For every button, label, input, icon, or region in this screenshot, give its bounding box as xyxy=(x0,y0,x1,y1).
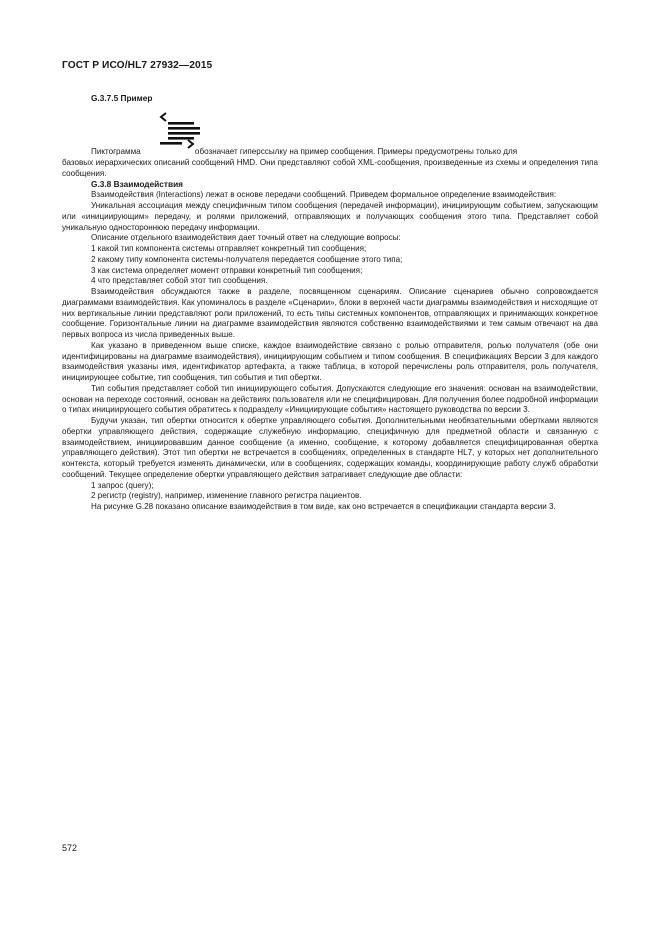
list-item: 4 что представляет собой этот тип сообщения. xyxy=(91,276,268,286)
list-item: 1 какой тип компонента системы отправляет конкретный тип сообщения; xyxy=(91,244,367,253)
pictogram-description: базовых иерархических описаний сообщений HMD. Они представляют собой XML-сообщения, произведенные из схемы и определения типа сообщения. xyxy=(62,157,598,178)
section-title-g375: G.3.7.5 Пример xyxy=(91,93,153,103)
hyperlink-example-icon[interactable] xyxy=(158,112,204,150)
paragraph: На рисунке G.28 показано описание взаимодействия в том виде, как оно встречается в спецификации стандарта версии 3. xyxy=(91,502,556,511)
list-item: 1 запрос (query); xyxy=(91,480,154,490)
paragraph: Тип события представляет собой тип инициирующего события. Допускаются следующие его значения: основан на взаимодействии, основан на переходе состояний, основан на действиях пользователя или не специфицирован. Для получения более подробной информации о типах инициирующего события обратитесь к подразделу «Инициирующие события» настоящего руководства по версии 3. xyxy=(62,383,598,415)
page-number: 572 xyxy=(62,843,78,853)
paragraph: Взаимодействия (Interactions) лежат в основе передачи сообщений. Приведем формальное определение взаимодействия: xyxy=(91,190,557,200)
document-header: ГОСТ Р ИСО/HL7 27932—2015 xyxy=(62,60,213,71)
pictogram-row xyxy=(62,112,598,150)
paragraph: Описание отдельного взаимодействия дает точный ответ на следующие вопросы: xyxy=(91,233,401,243)
pictogram-description-start: обозначает гиперссылку на пример сообщения. Примеры предусмотрены только для xyxy=(192,147,518,156)
paragraph: Будучи указан, тип обертки относится к обертке управляющего события. Дополнительными необязательными обертками являются обертки управляющего действия, содержащие служебную информацию, специфичную для предметной области и связанную с взаимодействием, инициировавшим данное сообщение (а именно, сообщение, к которому добавляется специфицированная обертка управляющего действия). Этот тип обертки не встречается в сообщениях, определенных в стандарте HL7, у которых нет дополнительного контекста, который требуется изменять динамически, или в сообщениях, содержащих команды, координирующие работу служб обработки сообщений. Текущее определение обертки управляющего действия затрагивает следующие две области: xyxy=(62,416,598,479)
paragraph: Взаимодействия обсуждаются также в разделе, посвященном сценариям. Описание сценариев обычно сопровождается диаграммами взаимодействия. Как упоминалось в разделе «Сценарии», блоки в верхней части диаграммы взаимодействия и нисходящие от них вертикальные линии представляют роли приложений, то есть типы системных компонентов, отправляющих и принимающих конкретное сообщение. Горизонтальные линии на диаграмме взаимодействия являются собственно взаимодействиями и тем самым отвечают на два первых вопроса из числа приведенных выше. xyxy=(62,287,598,339)
section-title-g38: G.3.8 Взаимодействия xyxy=(91,179,184,190)
document-body xyxy=(62,93,598,513)
list-item: 3 как система определяет момент отправки конкретный тип сообщения; xyxy=(91,265,363,275)
list-item: 2 какому типу компонента системы-получателя передается сообщение этого типа; xyxy=(91,254,403,264)
list-item: 2 регистр (registry), например, изменение главного регистра пациентов. xyxy=(91,491,362,501)
paragraph: Уникальная ассоциация между специфичным типом сообщения (передачей информации), инициирующим событием, запускающим или «инициирующим» передачу, и ролями приложений, отправляющих и получающих сообщения этого типа. Представляет собой уникальную одностороннюю передачу информации. xyxy=(62,201,598,232)
paragraph: Как указано в приведенном выше списке, каждое взаимодействие связано с ролью отправителя, ролью получателя (обе они идентифицированы на диаграмме взаимодействия), инициирующим событием и типом сообщения. В спецификациях Версии 3 для каждого взаимодействия указаны имя, идентификатор артефакта, а также таблица, в которой перечислены роль отправителя, роль получателя, инициирующее событие, тип сообщения, тип события и тип обертки. xyxy=(62,340,598,382)
pictogram-label: Пиктограмма xyxy=(91,147,141,156)
